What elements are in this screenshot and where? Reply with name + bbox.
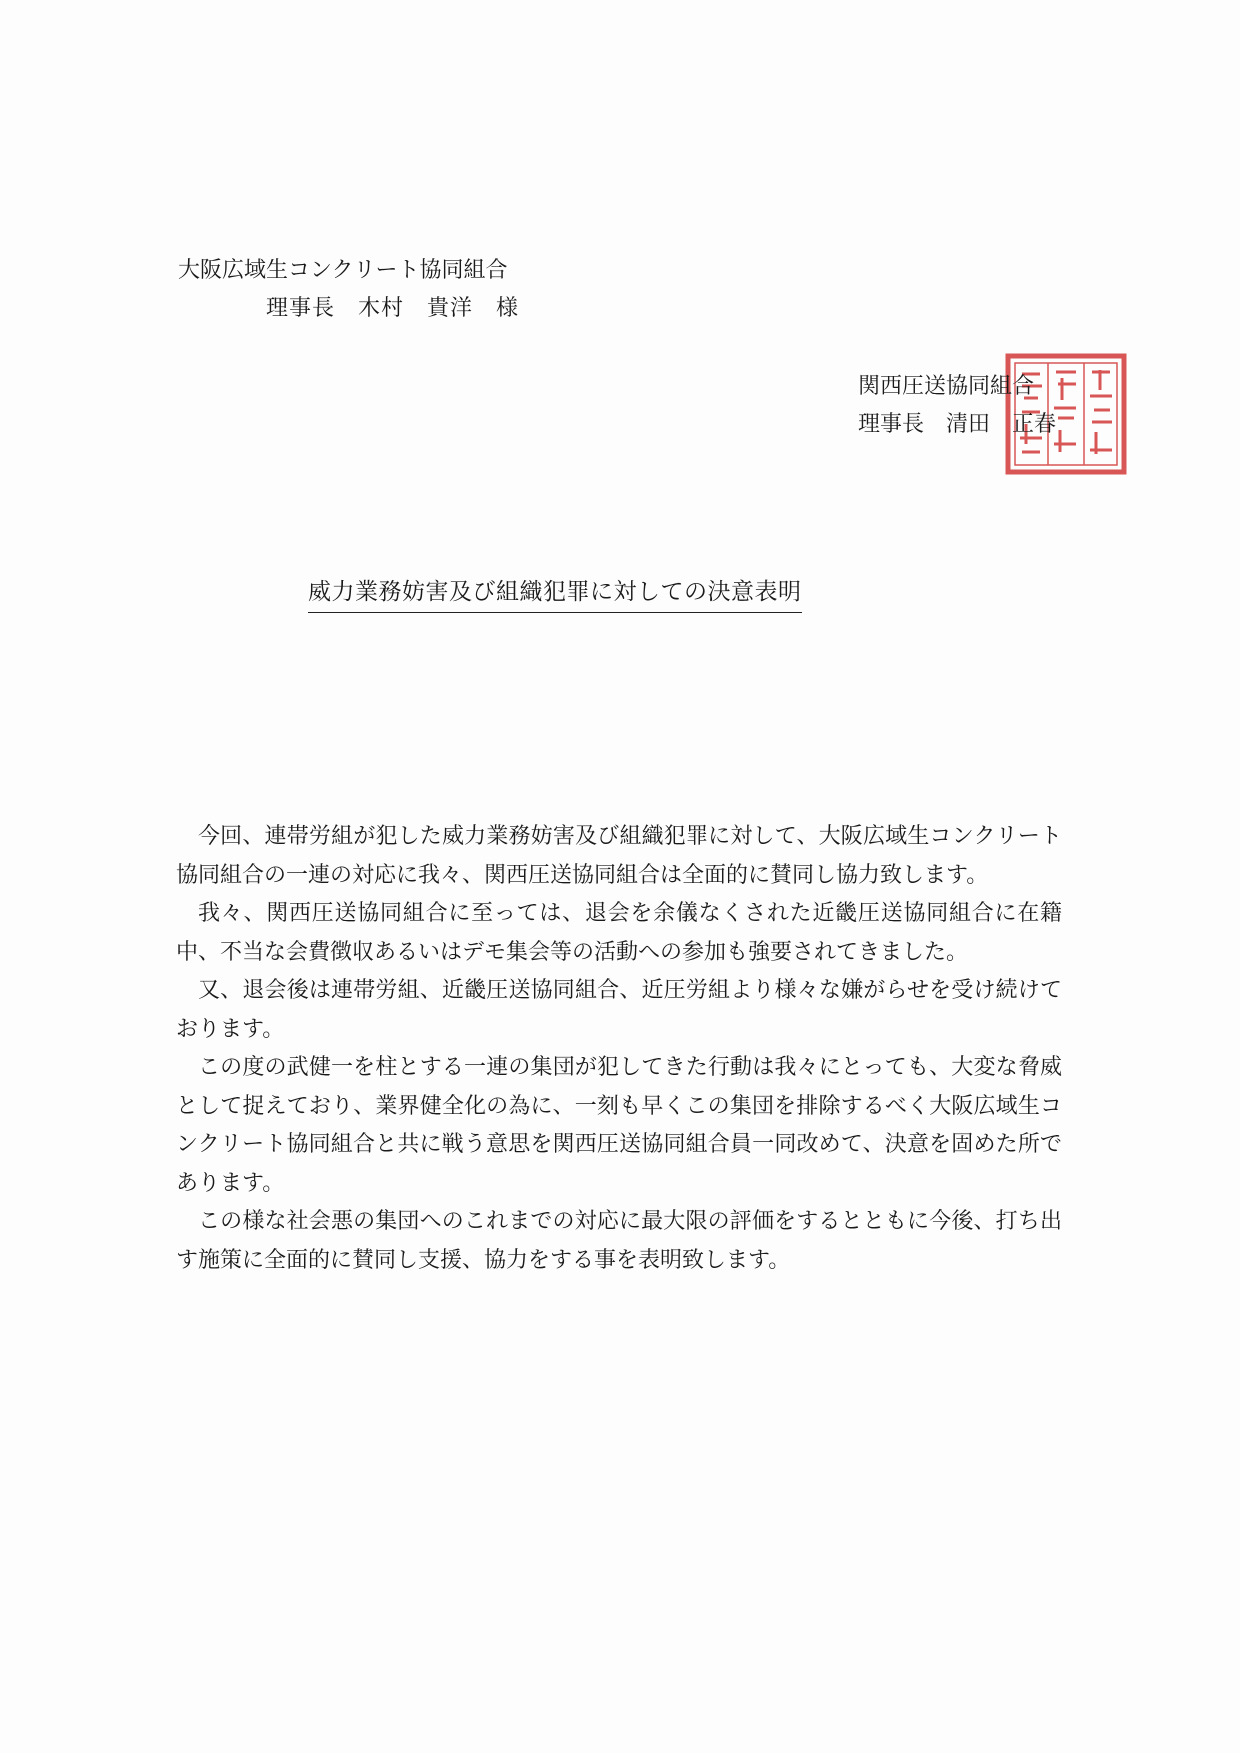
addressee-organization: 大阪広域生コンクリート協同組合 <box>178 258 508 283</box>
document-body <box>176 818 1062 1280</box>
addressee-person: 理事長 木村 貴洋 様 <box>266 296 520 321</box>
body-paragraph: この度の武健一を柱とする一連の集団が犯してきた行動は我々にとっても、大変な脅威として捉えており、業界健全化の為に、一刻も早くこの集団を排除するべく大阪広域生コンクリート協同組合と共に戦う意思を関西圧送協同組合員一同改めて、決意を固めた所であります。 <box>176 1055 1062 1196</box>
body-paragraph: 又、退会後は連帯労組、近畿圧送協同組合、近圧労組より様々な嫌がらせを受け続けております。 <box>176 978 1062 1042</box>
body-paragraph: 今回、連帯労組が犯した威力業務妨害及び組織犯罪に対して、大阪広域生コンクリート協同組合の一連の対応に我々、関西圧送協同組合は全面的に賛同し協力致します。 <box>176 824 1062 888</box>
sender-organization: 関西圧送協同組合 <box>858 374 1035 399</box>
sender-person: 理事長 清田 正春 <box>858 412 1057 437</box>
body-paragraph: 我々、関西圧送協同組合に至っては、退会を余儀なくされた近畿圧送協同組合に在籍中、不当な会費徴収あるいはデモ集会等の活動への参加も強要されてきました。 <box>176 901 1062 965</box>
addressee-block <box>178 252 519 328</box>
document-title: 威力業務妨害及び組織犯罪に対しての決意表明 <box>308 574 802 613</box>
body-paragraph: この様な社会悪の集団へのこれまでの対応に最大限の評価をするとともに今後、打ち出す施策に全面的に賛同し支援、協力をする事を表明致します。 <box>176 1209 1062 1273</box>
sender-block <box>858 368 1056 444</box>
